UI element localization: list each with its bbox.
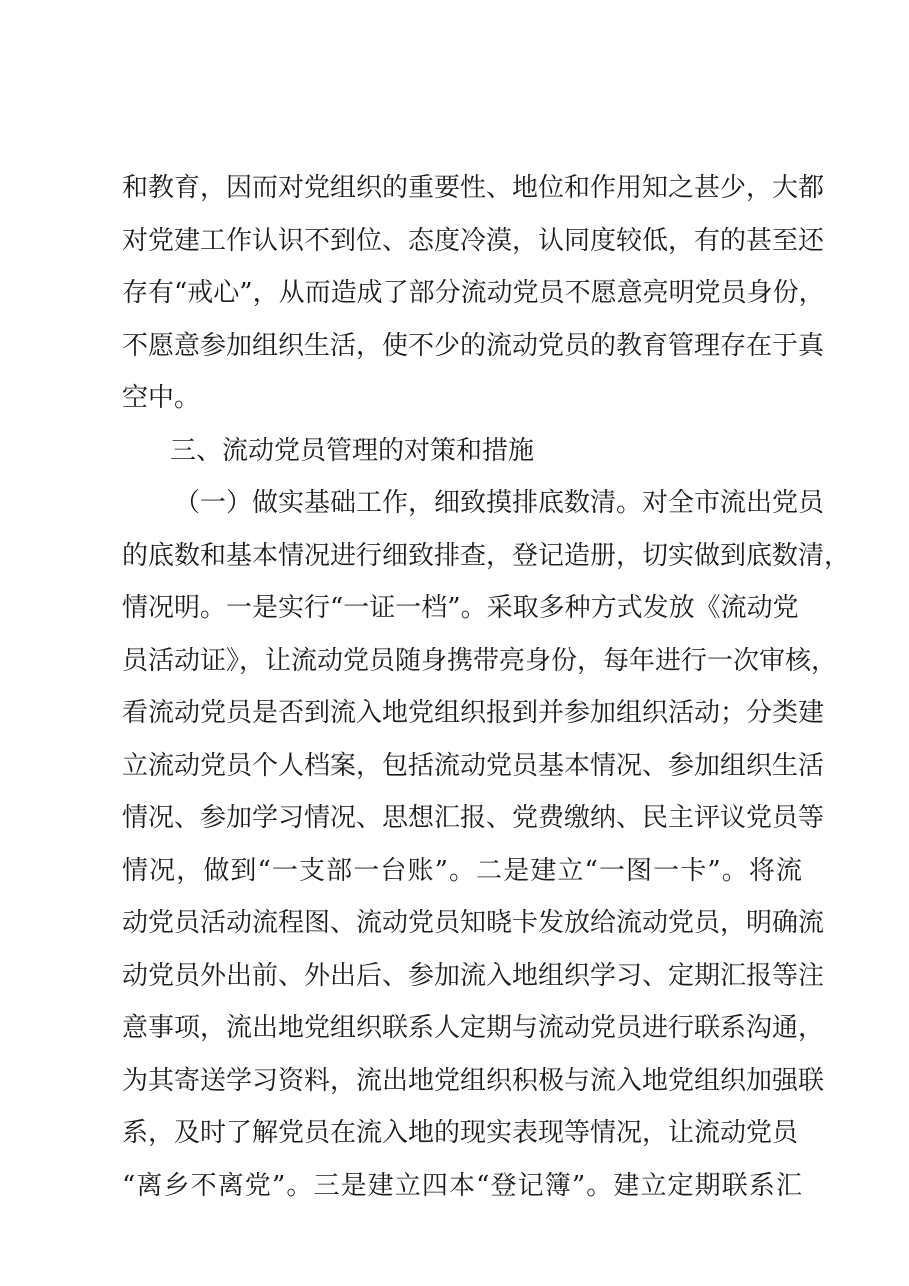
paragraph-1: [122, 162, 825, 425]
text-line: 情况明。一是实行“一证一档”。采取多种方式发放《流动党: [122, 593, 799, 623]
text-line: 系，及时了解党员在流入地的现实表现等情况，让流动党员: [122, 1118, 799, 1148]
section-heading: 三、流动党员管理的对策和措施: [170, 435, 535, 466]
text-line: 情况，做到“一支部一台账”。二是建立“一图一卡”。将流: [122, 855, 802, 886]
text-line: 立流动党员个人档案，包括流动党员基本情况、参加组织生活: [122, 750, 825, 781]
text-line: 动党员外出前、外出后、参加流入地组织学习、定期汇报等注: [122, 960, 825, 991]
text-line: 意事项，流出地党组织联系人定期与流动党员进行联系沟通，: [122, 1013, 825, 1043]
text-line: “离乡不离党”。三是建立四本“登记簿”。建立定期联系汇: [122, 1170, 802, 1201]
text-line: 动党员活动流程图、流动党员知晓卡发放给流动党员，明确流: [122, 908, 825, 938]
document-body: [122, 162, 851, 1212]
text-line: 的底数和基本情况进行细致排查，登记造册，切实做到底数清，: [122, 540, 851, 571]
paragraph-2: [122, 477, 851, 1212]
text-line: （一）做实基础工作，细致摸排底数清。对全市流出党员: [174, 488, 825, 518]
text-line: 为其寄送学习资料，流出地党组织积极与流入地党组织加强联: [122, 1065, 825, 1096]
text-line: 空中。: [122, 383, 201, 413]
text-line: 和教育，因而对党组织的重要性、地位和作用知之甚少，大都: [122, 173, 825, 203]
text-line: 存有“戒心”，从而造成了部分流动党员不愿意亮明党员身份，: [122, 278, 825, 308]
text-line: 不愿意参加组织生活，使不少的流动党员的教育管理存在于真: [122, 330, 825, 361]
text-line: 看流动党员是否到流入地党组织报到并参加组织活动；分类建: [122, 698, 825, 728]
text-line: 情况、参加学习情况、思想汇报、党费缴纳、民主评议党员等: [122, 803, 825, 833]
text-line: 对党建工作认识不到位、态度冷漠，认同度较低，有的甚至还: [122, 225, 825, 256]
text-line: 员活动证》，让流动党员随身携带亮身份，每年进行一次审核，: [122, 645, 838, 676]
